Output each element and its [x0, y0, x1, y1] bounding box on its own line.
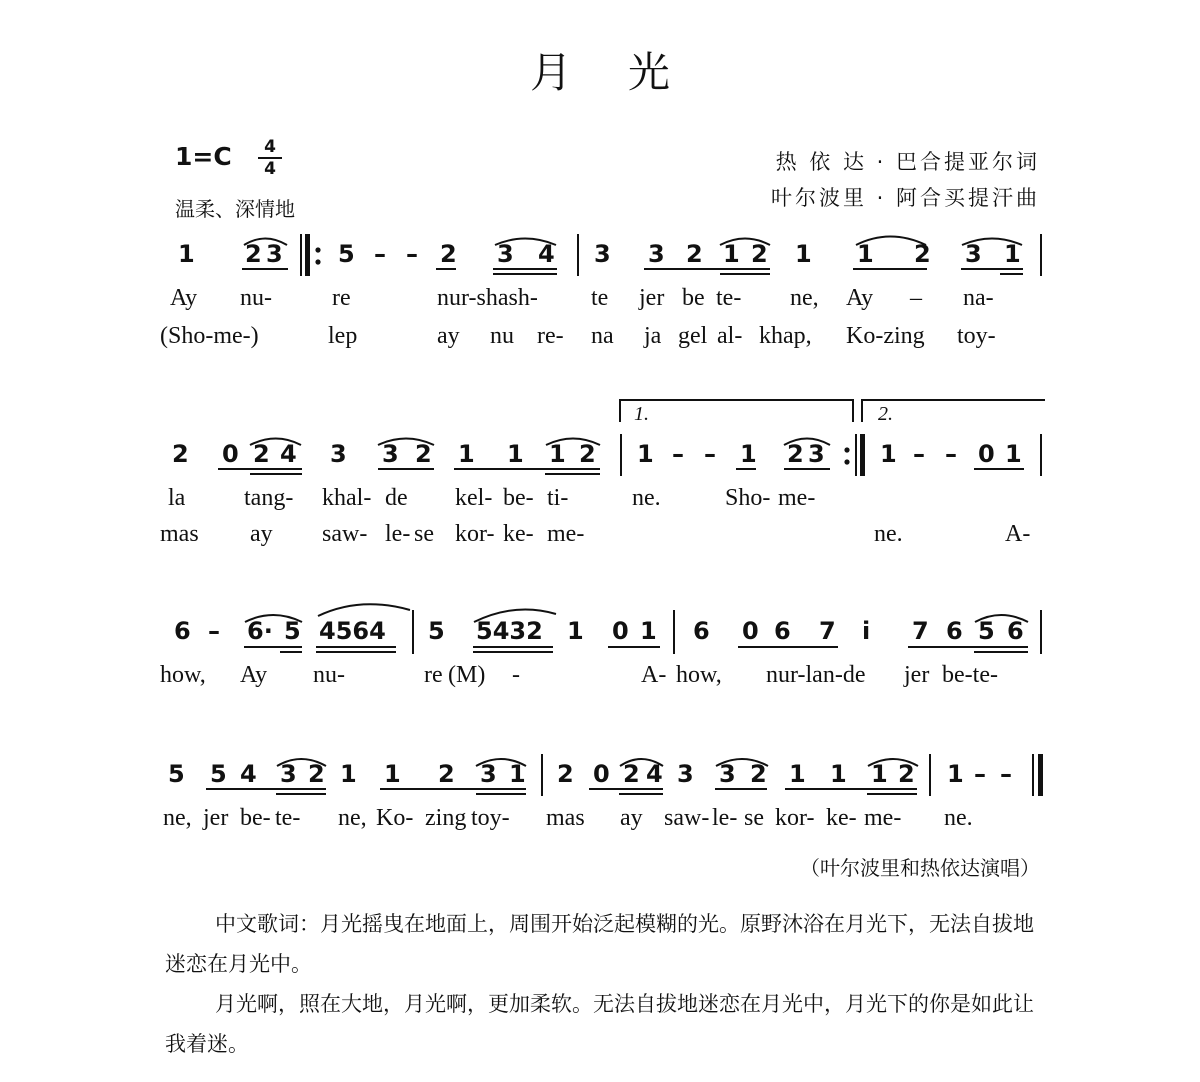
lyric-syllable: ne,: [338, 805, 367, 831]
lyric-syllable: -: [512, 662, 520, 688]
jianpu-note: –: [406, 240, 418, 268]
jianpu-note: 1: [723, 240, 740, 268]
lyric-syllable-verse-2: re-: [537, 323, 564, 349]
lyric-syllable: jer: [203, 805, 229, 831]
jianpu-note: 0: [612, 617, 629, 645]
lyric-syllable-verse-2: na: [591, 323, 614, 349]
jianpu-note: 2: [253, 440, 270, 468]
lyric-syllable: re: [424, 662, 443, 688]
performer-credit: （叶尔波里和热依达演唱）: [800, 856, 1040, 880]
jianpu-note: 2: [308, 760, 325, 788]
chinese-lyrics-paragraph-2: 月光啊，照在大地，月光啊，更加柔软。无法自拔地迷恋在月光中，月光下的你是如此让我着迷。: [165, 992, 1034, 1056]
jianpu-note: 5: [168, 760, 185, 788]
lyric-syllable: nur-shash-: [437, 285, 538, 311]
jianpu-note: 2: [557, 760, 574, 788]
lyric-syllable: jer: [639, 285, 665, 311]
jianpu-note: 3: [330, 440, 347, 468]
lyric-syllable: be-: [503, 485, 534, 511]
lyric-syllable: me-: [778, 485, 816, 511]
lyric-syllable: ne.: [632, 485, 661, 511]
lyric-syllable-verse-2: nu: [490, 323, 514, 349]
lyricist-credit: 热 依 达 · 巴合提亚尔词: [775, 150, 1040, 174]
lyric-syllable: toy-: [471, 805, 510, 831]
jianpu-note: 6: [693, 617, 710, 645]
jianpu-note: 1: [637, 440, 654, 468]
jianpu-note: 1: [740, 440, 757, 468]
jianpu-note: 1: [640, 617, 657, 645]
jianpu-note: 2: [438, 760, 455, 788]
jianpu-note: 7: [819, 617, 836, 645]
jianpu-note: 1: [458, 440, 475, 468]
lyric-syllable-verse-2: ay: [437, 323, 460, 349]
jianpu-note: –: [208, 617, 220, 645]
lyric-syllable: kor-: [775, 805, 815, 831]
jianpu-note: 6·: [247, 617, 273, 645]
lyric-syllable: de: [385, 485, 408, 511]
lyric-syllable-verse-2: ja: [644, 323, 662, 349]
lyric-syllable: kel-: [455, 485, 493, 511]
jianpu-note: –: [374, 240, 386, 268]
jianpu-note: 1: [857, 240, 874, 268]
lyric-syllable: –: [910, 285, 922, 311]
lyric-syllable-verse-2: kor-: [455, 521, 495, 547]
lyric-syllable: ne.: [944, 805, 973, 831]
jianpu-note: 1: [509, 760, 526, 788]
chinese-lyrics-paragraph-1: 中文歌词：月光摇曳在地面上，周围开始泛起模糊的光。原野沐浴在月光下，无法自拔地迷恋在月光中。: [165, 912, 1034, 976]
jianpu-note: 2: [787, 440, 804, 468]
lyric-syllable: zing: [425, 805, 467, 831]
lyric-syllable: te: [591, 285, 609, 311]
jianpu-note: 2: [898, 760, 915, 788]
jianpu-note: 6: [774, 617, 791, 645]
jianpu-note: 3: [648, 240, 665, 268]
lyric-syllable: se: [744, 805, 764, 831]
jianpu-note: 5: [284, 617, 301, 645]
jianpu-note: 2: [623, 760, 640, 788]
jianpu-note: 1: [795, 240, 812, 268]
jianpu-note: 3: [382, 440, 399, 468]
lyric-syllable: le-: [712, 805, 738, 831]
jianpu-note: 5: [338, 240, 355, 268]
jianpu-note: 0: [222, 440, 239, 468]
lyric-syllable-verse-2: Ko-zing: [846, 323, 925, 349]
lyric-syllable: Ay: [240, 662, 268, 688]
jianpu-note: 1: [871, 760, 888, 788]
jianpu-note: 6: [1007, 617, 1024, 645]
lyric-syllable-verse-2: lep: [328, 323, 358, 349]
jianpu-note: 2: [415, 440, 432, 468]
jianpu-note: 4564: [319, 617, 386, 645]
volta-first-ending: 1.: [634, 403, 649, 425]
lyric-syllable: Sho-: [725, 485, 771, 511]
lyric-syllable: ne,: [790, 285, 819, 311]
lyric-syllable-verse-2: toy-: [957, 323, 996, 349]
jianpu-note: 3: [266, 240, 283, 268]
jianpu-note: 2: [172, 440, 189, 468]
jianpu-note: i: [862, 617, 871, 645]
jianpu-note: –: [704, 440, 716, 468]
lyric-syllable: be-te-: [942, 662, 998, 688]
jianpu-note: 0: [978, 440, 995, 468]
lyric-syllable-verse-2: ke-: [503, 521, 534, 547]
time-signature-top: 4: [264, 137, 276, 157]
jianpu-note: 1: [1005, 440, 1022, 468]
jianpu-note: 3: [594, 240, 611, 268]
jianpu-note: 6: [174, 617, 191, 645]
jianpu-note: 3: [965, 240, 982, 268]
jianpu-note: –: [1000, 760, 1012, 788]
lyric-syllable: how,: [676, 662, 722, 688]
lyric-syllable: saw-: [664, 805, 710, 831]
jianpu-note: –: [672, 440, 684, 468]
jianpu-note: 2: [751, 240, 768, 268]
volta-second-ending: 2.: [878, 403, 893, 425]
jianpu-note: 0: [593, 760, 610, 788]
lyric-syllable-verse-2: ay: [250, 521, 273, 547]
jianpu-note: 5432: [476, 617, 543, 645]
lyric-syllable: te-: [716, 285, 742, 311]
lyric-syllable-verse-2: gel: [678, 323, 708, 349]
time-signature-bottom: 4: [264, 159, 276, 179]
jianpu-note: 1: [567, 617, 584, 645]
lyric-syllable: how,: [160, 662, 206, 688]
lyric-syllable-verse-2: (Sho-me-): [160, 323, 259, 349]
lyric-syllable-verse-2: A-: [1005, 521, 1031, 547]
jianpu-note: 1: [789, 760, 806, 788]
jianpu-note: 4: [538, 240, 555, 268]
jianpu-note: –: [974, 760, 986, 788]
lyric-syllable: ay: [620, 805, 643, 831]
jianpu-note: 1: [384, 760, 401, 788]
jianpu-note: –: [913, 440, 925, 468]
tempo-marking: 温柔、深情地: [175, 197, 295, 221]
jianpu-note: 2: [579, 440, 596, 468]
lyric-syllable-verse-2: ne.: [874, 521, 903, 547]
lyric-syllable: re: [332, 285, 351, 311]
lyric-syllable: be: [682, 285, 705, 311]
lyric-syllable: be-: [240, 805, 271, 831]
lyric-syllable: mas: [546, 805, 585, 831]
lyric-syllable-verse-2: al-: [717, 323, 743, 349]
jianpu-note: 1: [1004, 240, 1021, 268]
jianpu-note: 3: [719, 760, 736, 788]
jianpu-note: 2: [686, 240, 703, 268]
jianpu-note: 2: [440, 240, 457, 268]
lyric-syllable: na-: [963, 285, 994, 311]
lyric-syllable: tang-: [244, 485, 294, 511]
lyric-syllable-verse-2: se: [414, 521, 434, 547]
jianpu-note: 0: [742, 617, 759, 645]
lyric-syllable: (M): [448, 662, 486, 688]
jianpu-note: 1: [880, 440, 897, 468]
lyric-syllable: ne,: [163, 805, 192, 831]
jianpu-note: 5: [428, 617, 445, 645]
song-title: 月光: [529, 48, 726, 97]
lyric-syllable-verse-2: mas: [160, 521, 199, 547]
lyric-syllable: ke-: [826, 805, 857, 831]
lyric-syllable: khal-: [322, 485, 372, 511]
jianpu-note: 4: [240, 760, 257, 788]
lyric-syllable: Ay: [846, 285, 874, 311]
jianpu-note: 1: [830, 760, 847, 788]
jianpu-note: 4: [280, 440, 297, 468]
jianpu-note: 2: [750, 760, 767, 788]
jianpu-note: 5: [210, 760, 227, 788]
jianpu-note: 4: [646, 760, 663, 788]
key-signature: 1=C: [175, 142, 232, 171]
lyric-syllable: jer: [904, 662, 930, 688]
lyric-syllable: A-: [641, 662, 667, 688]
jianpu-note: 2: [245, 240, 262, 268]
lyric-syllable: ti-: [547, 485, 569, 511]
lyric-syllable-verse-2: le-: [385, 521, 411, 547]
jianpu-note: 1: [947, 760, 964, 788]
lyric-syllable: me-: [864, 805, 902, 831]
lyric-syllable: nur-lan-de: [766, 662, 866, 688]
jianpu-note: 3: [280, 760, 297, 788]
jianpu-note: 6: [946, 617, 963, 645]
jianpu-note: 5: [978, 617, 995, 645]
lyric-syllable: Ko-: [376, 805, 414, 831]
jianpu-note: 7: [912, 617, 929, 645]
jianpu-note: 1: [340, 760, 357, 788]
jianpu-note: 1: [178, 240, 195, 268]
jianpu-note: 2: [914, 240, 931, 268]
jianpu-note: 3: [480, 760, 497, 788]
jianpu-note: 1: [507, 440, 524, 468]
composer-credit: 叶尔波里 · 阿合买提汗曲: [770, 186, 1040, 210]
lyric-syllable: la: [168, 485, 186, 511]
jianpu-note: 3: [497, 240, 514, 268]
lyric-syllable: te-: [275, 805, 301, 831]
jianpu-note: –: [945, 440, 957, 468]
lyric-syllable: Ay: [170, 285, 198, 311]
jianpu-note: 1: [549, 440, 566, 468]
lyric-syllable: nu-: [313, 662, 345, 688]
lyric-syllable: nu-: [240, 285, 272, 311]
jianpu-note: 3: [677, 760, 694, 788]
lyric-syllable-verse-2: saw-: [322, 521, 368, 547]
jianpu-note: 3: [808, 440, 825, 468]
lyric-syllable-verse-2: khap,: [759, 323, 812, 349]
lyric-syllable-verse-2: me-: [547, 521, 585, 547]
